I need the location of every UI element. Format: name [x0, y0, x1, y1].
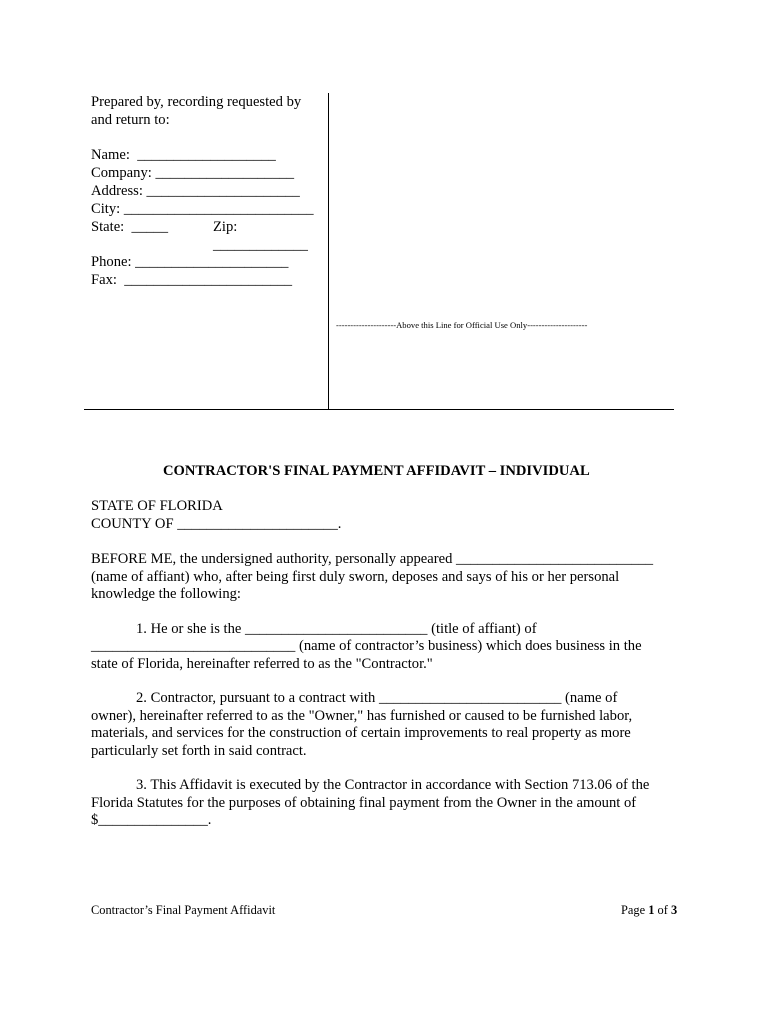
- footer-document-name: Contractor’s Final Payment Affidavit: [91, 903, 276, 917]
- paragraph-1-line2: ____________________________ (name of contractor’s business) which does business in the: [91, 638, 642, 654]
- state-line: STATE OF FLORIDA: [91, 498, 223, 514]
- page-label: Page: [621, 903, 646, 917]
- phone-field: Phone: _____________________: [91, 254, 289, 270]
- page-total: 3: [670, 903, 678, 917]
- paragraph-1-line3: state of Florida, hereinafter referred to as the "Contractor.": [91, 656, 433, 672]
- before-me-line3: knowledge the following:: [91, 586, 241, 602]
- page-of: of: [657, 903, 668, 917]
- page-current: 1: [648, 903, 655, 917]
- prepared-by-line2: and return to:: [91, 112, 170, 128]
- company-field: Company: ___________________: [91, 165, 295, 181]
- name-field: Name: ___________________: [91, 147, 276, 163]
- paragraph-2-line4: particularly set forth in said contract.: [91, 743, 307, 759]
- footer-page-number: [621, 902, 677, 920]
- paragraph-3-line1: 3. This Affidavit is executed by the Contractor in accordance with Section 713.06 of the: [136, 777, 650, 793]
- official-use-line: ---------------------Above this Line for Official Use Only---------------------: [336, 320, 588, 330]
- paragraph-3-line2: Florida Statutes for the purposes of obtaining final payment from the Owner in the amount of: [91, 795, 637, 811]
- state-field: State: _____: [91, 219, 169, 235]
- city-field: City: __________________________: [91, 201, 314, 217]
- address-field: Address: _____________________: [91, 183, 300, 199]
- header-vertical-divider: [328, 93, 329, 410]
- document-title: CONTRACTOR'S FINAL PAYMENT AFFIDAVIT – INDIVIDUAL: [163, 463, 590, 479]
- before-me-line1: BEFORE ME, the undersigned authority, personally appeared ___________________________: [91, 551, 654, 567]
- prepared-by-line1: Prepared by, recording requested by: [91, 94, 302, 110]
- paragraph-3-line3: $_______________.: [91, 812, 212, 828]
- paragraph-1-line1: 1. He or she is the _________________________ (title of affiant) of: [136, 621, 537, 637]
- paragraph-2-line1: 2. Contractor, pursuant to a contract with _________________________ (name of: [136, 690, 618, 706]
- header-horizontal-divider: [84, 409, 674, 410]
- zip-blank: _____________: [213, 237, 308, 253]
- county-line: COUNTY OF ______________________.: [91, 516, 342, 532]
- fax-field: Fax: _______________________: [91, 272, 293, 288]
- zip-label: Zip:: [213, 219, 238, 235]
- paragraph-2-line3: materials, and services for the construction of certain improvements to real property as more: [91, 725, 631, 741]
- paragraph-2-line2: owner), hereinafter referred to as the "Owner," has furnished or caused to be furnished labor,: [91, 708, 633, 724]
- before-me-line2: (name of affiant) who, after being first duly sworn, deposes and says of his or her personal: [91, 569, 620, 585]
